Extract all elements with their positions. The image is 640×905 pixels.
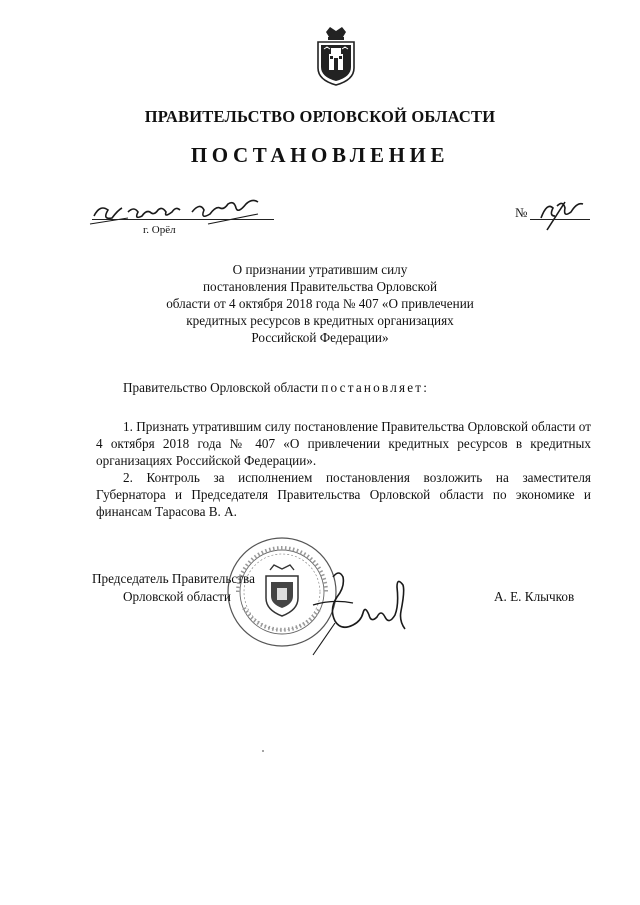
paragraph-2: 2. Контроль за исполнением постановления возложить на заместителя Губернатора и Председателя Правительства Орловской области по экономике и финансам Тарасова В. А. bbox=[96, 470, 591, 520]
number-underline bbox=[530, 219, 590, 220]
subject-line: О признании утратившим силу bbox=[232, 262, 408, 277]
scan-speck bbox=[262, 750, 264, 752]
handwritten-number-icon bbox=[535, 194, 590, 234]
subject-line: Российской Федерации» bbox=[251, 330, 389, 345]
city-label: г. Орёл bbox=[143, 224, 176, 236]
signatory-title-line-1: Председатель Правительства bbox=[92, 571, 255, 586]
handwritten-date-icon bbox=[88, 194, 278, 234]
lead-prefix: Правительство Орловской области bbox=[123, 380, 322, 395]
signatory-name: А. Е. Клычков bbox=[494, 589, 575, 604]
document-subject bbox=[0, 261, 640, 346]
subject-line: области от 4 октября 2018 года № 407 «О привлечении bbox=[166, 296, 474, 311]
signatory-title-line-2: Орловской области bbox=[123, 589, 231, 604]
government-title: ПРАВИТЕЛЬСТВО ОРЛОВСКОЙ ОБЛАСТИ bbox=[144, 107, 496, 126]
paragraph-1: 1. Признать утратившим силу постановление Правительства Орловской области от 4 октября 2018 года № 407 «О привлечении кредитных ресурсов в кредитных организациях Российской Федерации». bbox=[96, 419, 591, 469]
number-label: № bbox=[515, 205, 528, 220]
resolution-lead bbox=[123, 380, 429, 396]
subject-line: постановления Правительства Орловской bbox=[202, 279, 438, 294]
orel-coat-of-arms-icon bbox=[316, 26, 356, 86]
document-type-title: ПОСТАНОВЛЕНИЕ bbox=[190, 143, 450, 167]
date-underline bbox=[92, 219, 274, 220]
lead-keyword: постановляет: bbox=[321, 380, 430, 395]
handwritten-signature-icon bbox=[305, 563, 415, 658]
subject-line: кредитных ресурсов в кредитных организациях bbox=[186, 313, 454, 328]
